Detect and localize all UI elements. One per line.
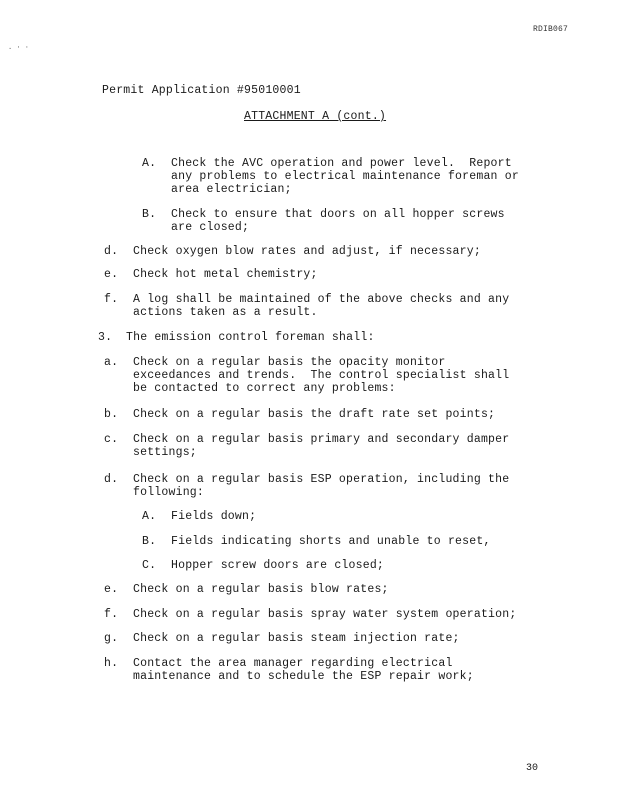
list-item-text: settings; <box>133 446 197 459</box>
list-item-label: B. <box>142 535 157 548</box>
list-item-label: f. <box>104 293 119 306</box>
list-item-text: maintenance and to schedule the ESP repair work; <box>133 670 474 683</box>
list-item-text: Check on a regular basis the draft rate set points; <box>133 408 496 421</box>
list-item-text: any problems to electrical maintenance foreman or <box>171 170 519 183</box>
list-item-label: e. <box>104 583 119 596</box>
list-item-text: The emission control foreman shall: <box>126 331 375 344</box>
list-item-label: B. <box>142 208 157 221</box>
list-item-text: Check on a regular basis the opacity monitor <box>133 356 446 369</box>
list-item-text: Check on a regular basis blow rates; <box>133 583 389 596</box>
document-code: RDIB067 <box>532 25 568 34</box>
list-item-label: A. <box>142 157 157 170</box>
list-item-text: Check to ensure that doors on all hopper screws <box>171 208 505 221</box>
list-item-label: c. <box>104 433 119 446</box>
list-item-label: g. <box>104 632 119 645</box>
page-number: 30 <box>526 763 539 774</box>
list-item-text: Hopper screw doors are closed; <box>171 559 385 572</box>
list-item-text: Check oxygen blow rates and adjust, if necessary; <box>133 245 481 258</box>
list-item-label: d. <box>104 473 119 486</box>
list-item-label: d. <box>104 245 119 258</box>
list-item-label: h. <box>104 657 119 670</box>
list-item-label: f. <box>104 608 119 621</box>
list-item-label: b. <box>104 408 119 421</box>
list-item-text: are closed; <box>171 221 250 234</box>
list-item-text: Fields down; <box>171 510 257 523</box>
list-item-text: Check on a regular basis spray water system operation; <box>133 608 517 621</box>
list-item-text: area electrician; <box>171 183 292 196</box>
attachment-title: ATTACHMENT A (cont.) <box>244 110 387 123</box>
list-item-text: following: <box>133 486 205 499</box>
list-item-text: Check on a regular basis primary and secondary damper <box>133 433 510 446</box>
list-item-text: Check hot metal chemistry; <box>133 268 318 281</box>
permit-application-heading: Permit Application #95010001 <box>102 84 301 97</box>
list-item-text: Check on a regular basis steam injection rate; <box>133 632 460 645</box>
list-item-text: Check on a regular basis ESP operation, including the <box>133 473 510 486</box>
list-item-label: A. <box>142 510 157 523</box>
list-item-text: Fields indicating shorts and unable to reset, <box>171 535 491 548</box>
list-item-label: e. <box>104 268 119 281</box>
scan-specks: . · · <box>8 44 30 52</box>
list-item-label: C. <box>142 559 157 572</box>
list-item-label: a. <box>104 356 119 369</box>
list-item-text: Contact the area manager regarding electrical <box>133 657 453 670</box>
list-item-text: actions taken as a result. <box>133 306 318 319</box>
list-item-text: A log shall be maintained of the above checks and any <box>133 293 510 306</box>
list-item-text: Check the AVC operation and power level. Report <box>171 157 512 170</box>
list-item-label: 3. <box>98 331 113 344</box>
list-item-text: be contacted to correct any problems: <box>133 382 396 395</box>
list-item-text: exceedances and trends. The control specialist shall <box>133 369 510 382</box>
